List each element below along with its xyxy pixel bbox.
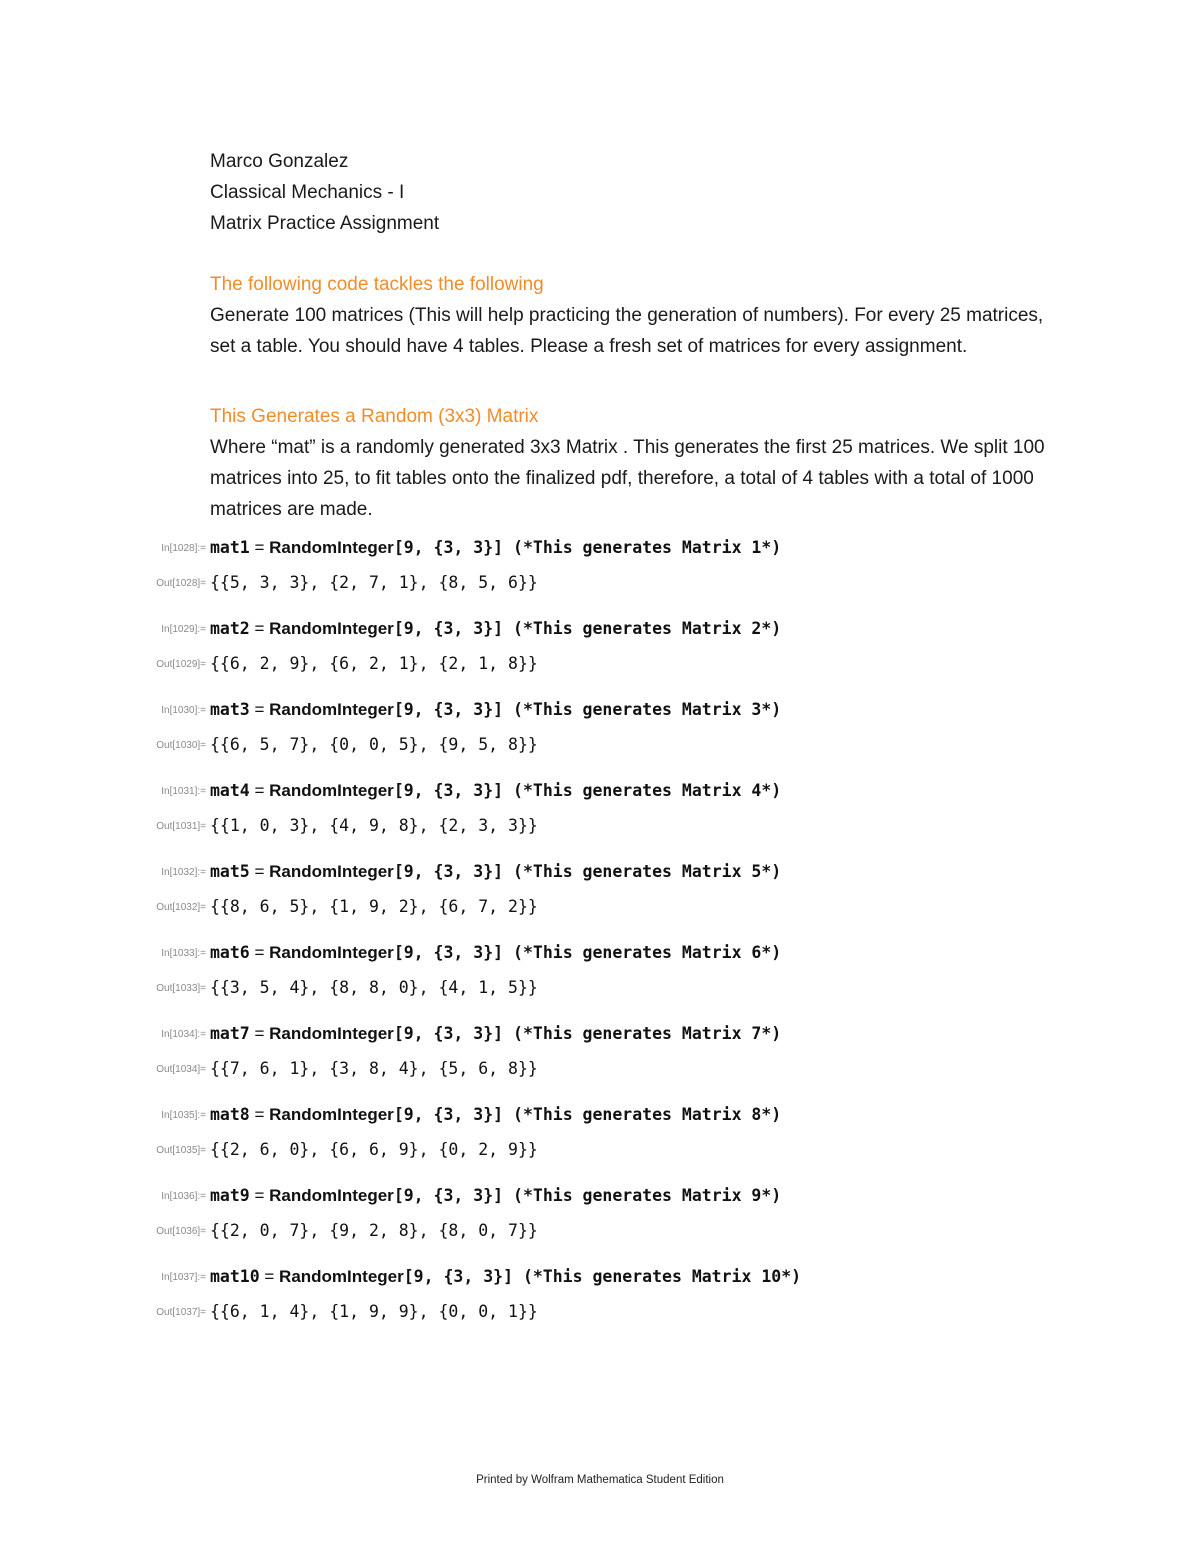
output-label: Out[1028]= xyxy=(156,578,206,589)
input-code[interactable] xyxy=(210,1265,801,1289)
notebook-cells xyxy=(0,536,1200,1346)
output-label: Out[1033]= xyxy=(156,983,206,994)
input-code[interactable] xyxy=(210,617,781,641)
input-label: In[1030]:= xyxy=(161,705,206,716)
input-label: In[1034]:= xyxy=(161,1029,206,1040)
author-name: Marco Gonzalez xyxy=(210,151,349,172)
output-cell xyxy=(0,1300,1200,1324)
function-args: [9, {3, 3}] (*This generates Matrix 6*) xyxy=(393,943,782,962)
cell-group xyxy=(0,779,1200,860)
input-cell[interactable] xyxy=(0,1184,1200,1208)
input-label: In[1036]:= xyxy=(161,1191,206,1202)
function-name: RandomInteger xyxy=(279,1267,404,1286)
print-footer: Printed by Wolfram Mathematica Student Edition xyxy=(476,1474,724,1486)
function-name: RandomInteger xyxy=(269,619,394,638)
input-code[interactable] xyxy=(210,698,781,722)
assign-operator: = xyxy=(249,781,270,800)
function-args: [9, {3, 3}] (*This generates Matrix 4*) xyxy=(393,781,782,800)
output-cell xyxy=(0,976,1200,1000)
function-args: [9, {3, 3}] (*This generates Matrix 1*) xyxy=(393,538,782,557)
output-matrix: {{6, 5, 7}, {0, 0, 5}, {9, 5, 8}} xyxy=(210,735,538,754)
input-cell[interactable] xyxy=(0,1265,1200,1289)
input-label: In[1033]:= xyxy=(161,948,206,959)
document-header xyxy=(210,146,1070,239)
variable-name: mat4 xyxy=(210,781,250,800)
variable-name: mat5 xyxy=(210,862,250,881)
output-cell xyxy=(0,814,1200,838)
assign-operator: = xyxy=(249,1024,270,1043)
input-code[interactable] xyxy=(210,536,781,560)
output-label: Out[1036]= xyxy=(156,1226,206,1237)
cell-group xyxy=(0,1265,1200,1346)
output-label: Out[1029]= xyxy=(156,659,206,670)
cell-group xyxy=(0,698,1200,779)
section-title: The following code tackles the following xyxy=(210,274,544,295)
section-text: Where “mat” is a randomly generated 3x3 Matrix . This generates the first 25 matrices. We split 100 matrices into 25, to fit tables onto the finalized pdf, therefore, a total of 4 tables with a total of 1000 matrices are made. xyxy=(210,437,1045,520)
output-matrix: {{3, 5, 4}, {8, 8, 0}, {4, 1, 5}} xyxy=(210,978,538,997)
output-matrix: {{8, 6, 5}, {1, 9, 2}, {6, 7, 2}} xyxy=(210,897,538,916)
output-matrix: {{2, 0, 7}, {9, 2, 8}, {8, 0, 7}} xyxy=(210,1221,538,1240)
input-label: In[1037]:= xyxy=(161,1272,206,1283)
output-label: Out[1032]= xyxy=(156,902,206,913)
variable-name: mat3 xyxy=(210,700,250,719)
output-label: Out[1035]= xyxy=(156,1145,206,1156)
input-label: In[1028]:= xyxy=(161,543,206,554)
assign-operator: = xyxy=(249,1186,270,1205)
variable-name: mat1 xyxy=(210,538,250,557)
assign-operator: = xyxy=(249,1105,270,1124)
variable-name: mat10 xyxy=(210,1267,260,1286)
section-text: Generate 100 matrices (This will help practicing the generation of numbers). For every 25 matrices, set a table. You should have 4 tables. Please a fresh set of matrices for every assignment. xyxy=(210,305,1044,357)
function-args: [9, {3, 3}] (*This generates Matrix 7*) xyxy=(393,1024,782,1043)
output-cell xyxy=(0,733,1200,757)
input-code[interactable] xyxy=(210,1103,781,1127)
variable-name: mat7 xyxy=(210,1024,250,1043)
output-matrix: {{5, 3, 3}, {2, 7, 1}, {8, 5, 6}} xyxy=(210,573,538,592)
input-code[interactable] xyxy=(210,1184,781,1208)
variable-name: mat9 xyxy=(210,1186,250,1205)
input-cell[interactable] xyxy=(0,779,1200,803)
input-cell[interactable] xyxy=(0,536,1200,560)
cell-group xyxy=(0,617,1200,698)
output-cell xyxy=(0,1057,1200,1081)
function-name: RandomInteger xyxy=(269,1024,394,1043)
assign-operator: = xyxy=(249,862,270,881)
function-args: [9, {3, 3}] (*This generates Matrix 10*) xyxy=(403,1267,802,1286)
input-cell[interactable] xyxy=(0,698,1200,722)
variable-name: mat6 xyxy=(210,943,250,962)
input-cell[interactable] xyxy=(0,1103,1200,1127)
output-matrix: {{7, 6, 1}, {3, 8, 4}, {5, 6, 8}} xyxy=(210,1059,538,1078)
assignment-title: Matrix Practice Assignment xyxy=(210,213,440,234)
function-name: RandomInteger xyxy=(269,538,394,557)
cell-group xyxy=(0,1103,1200,1184)
input-label: In[1032]:= xyxy=(161,867,206,878)
assign-operator: = xyxy=(249,700,270,719)
function-name: RandomInteger xyxy=(269,781,394,800)
function-name: RandomInteger xyxy=(269,862,394,881)
output-cell xyxy=(0,1138,1200,1162)
output-matrix: {{6, 2, 9}, {6, 2, 1}, {2, 1, 8}} xyxy=(210,654,538,673)
section-task xyxy=(210,269,1070,362)
cell-group xyxy=(0,1184,1200,1265)
output-label: Out[1034]= xyxy=(156,1064,206,1075)
output-cell xyxy=(0,895,1200,919)
function-name: RandomInteger xyxy=(269,700,394,719)
assign-operator: = xyxy=(249,538,270,557)
function-name: RandomInteger xyxy=(269,1186,394,1205)
variable-name: mat2 xyxy=(210,619,250,638)
input-cell[interactable] xyxy=(0,941,1200,965)
assign-operator: = xyxy=(249,619,270,638)
variable-name: mat8 xyxy=(210,1105,250,1124)
input-cell[interactable] xyxy=(0,617,1200,641)
output-matrix: {{2, 6, 0}, {6, 6, 9}, {0, 2, 9}} xyxy=(210,1140,538,1159)
output-cell xyxy=(0,1219,1200,1243)
output-matrix: {{1, 0, 3}, {4, 9, 8}, {2, 3, 3}} xyxy=(210,816,538,835)
function-args: [9, {3, 3}] (*This generates Matrix 3*) xyxy=(393,700,782,719)
function-args: [9, {3, 3}] (*This generates Matrix 5*) xyxy=(393,862,782,881)
cell-group xyxy=(0,536,1200,617)
section-title: This Generates a Random (3x3) Matrix xyxy=(210,406,539,427)
cell-group xyxy=(0,1022,1200,1103)
output-label: Out[1037]= xyxy=(156,1307,206,1318)
cell-group xyxy=(0,860,1200,941)
section-random-matrix xyxy=(210,401,1070,525)
output-matrix: {{6, 1, 4}, {1, 9, 9}, {0, 0, 1}} xyxy=(210,1302,538,1321)
input-code[interactable] xyxy=(210,1022,781,1046)
assign-operator: = xyxy=(249,943,270,962)
input-label: In[1031]:= xyxy=(161,786,206,797)
input-label: In[1029]:= xyxy=(161,624,206,635)
input-cell[interactable] xyxy=(0,860,1200,884)
function-args: [9, {3, 3}] (*This generates Matrix 8*) xyxy=(393,1105,782,1124)
cell-group xyxy=(0,941,1200,1022)
course-name: Classical Mechanics - I xyxy=(210,182,405,203)
input-code[interactable] xyxy=(210,860,781,884)
output-cell xyxy=(0,571,1200,595)
output-label: Out[1030]= xyxy=(156,740,206,751)
input-code[interactable] xyxy=(210,941,781,965)
input-code[interactable] xyxy=(210,779,781,803)
input-label: In[1035]:= xyxy=(161,1110,206,1121)
output-label: Out[1031]= xyxy=(156,821,206,832)
function-args: [9, {3, 3}] (*This generates Matrix 9*) xyxy=(393,1186,782,1205)
function-name: RandomInteger xyxy=(269,1105,394,1124)
function-name: RandomInteger xyxy=(269,943,394,962)
output-cell xyxy=(0,652,1200,676)
function-args: [9, {3, 3}] (*This generates Matrix 2*) xyxy=(393,619,782,638)
input-cell[interactable] xyxy=(0,1022,1200,1046)
assign-operator: = xyxy=(259,1267,280,1286)
